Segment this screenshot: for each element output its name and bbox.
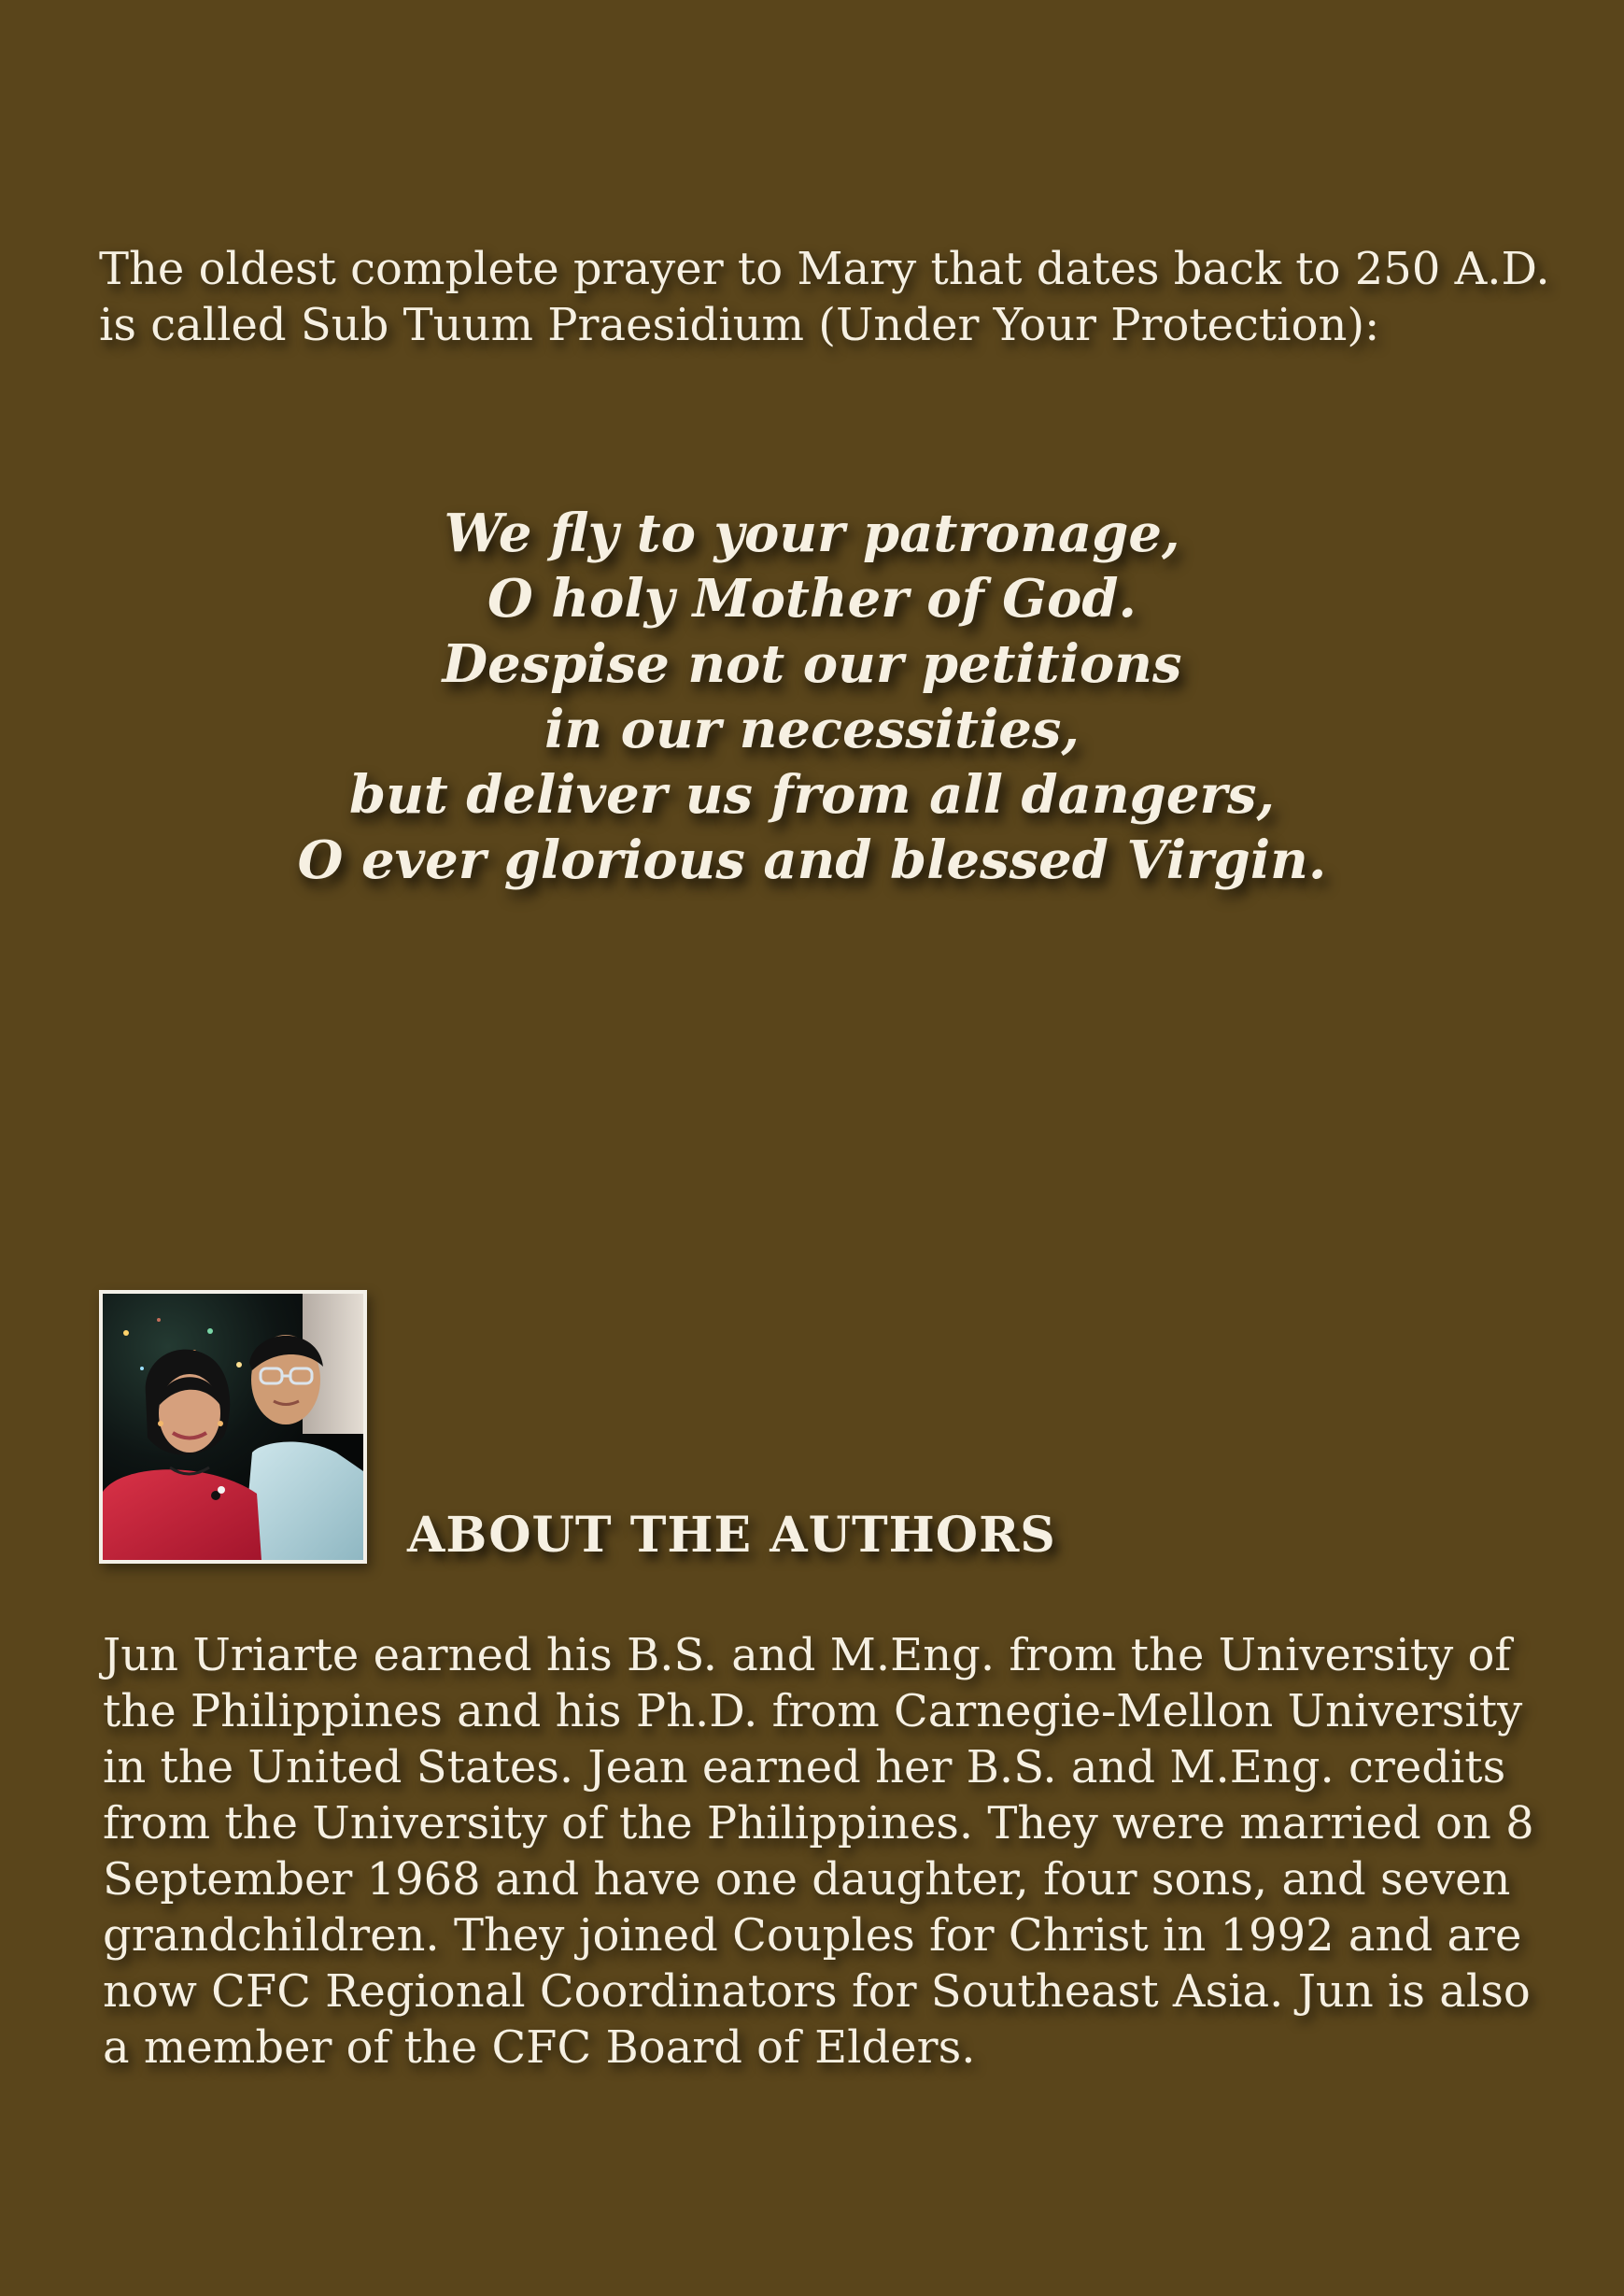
intro-line-2: is called Sub Tuum Praesidium (Under Your Protection): — [99, 299, 1380, 351]
prayer-line-1: We fly to your patronage, — [444, 503, 1180, 564]
bio-line-1: Jun Uriarte earned his B.S. and M.Eng. from the University of — [103, 1629, 1512, 1681]
intro-line-1: The oldest complete prayer to Mary that dates back to 250 A.D. — [99, 243, 1550, 295]
prayer-line-6: O ever glorious and blessed Virgin. — [297, 829, 1327, 891]
authors-bio — [103, 1627, 1597, 2076]
bio-line-5: September 1968 and have one daughter, four sons, and seven — [103, 1853, 1511, 1906]
prayer-line-3: Despise not our petitions — [442, 633, 1182, 695]
bio-line-2: the Philippines and his Ph.D. from Carnegie-Mellon University — [103, 1685, 1523, 1737]
prayer-line-5: but deliver us from all dangers, — [349, 764, 1275, 826]
prayer-line-4: in our necessities, — [544, 699, 1080, 760]
about-authors-heading: ABOUT THE AUTHORS — [407, 1507, 1056, 1564]
author-photo — [99, 1290, 367, 1564]
bio-line-3: in the United States. Jean earned her B.S. and M.Eng. credits — [103, 1741, 1506, 1793]
bio-line-8: a member of the CFC Board of Elders. — [103, 2021, 976, 2074]
prayer-text — [0, 501, 1624, 893]
bio-line-7: now CFC Regional Coordinators for Southeast Asia. Jun is also — [103, 1965, 1531, 2018]
bio-line-6: grandchildren. They joined Couples for Christ in 1992 and are — [103, 1909, 1522, 1962]
bio-line-4: from the University of the Philippines. They were married on 8 — [103, 1797, 1534, 1850]
prayer-line-2: O holy Mother of God. — [487, 568, 1137, 630]
intro-text — [99, 241, 1593, 353]
